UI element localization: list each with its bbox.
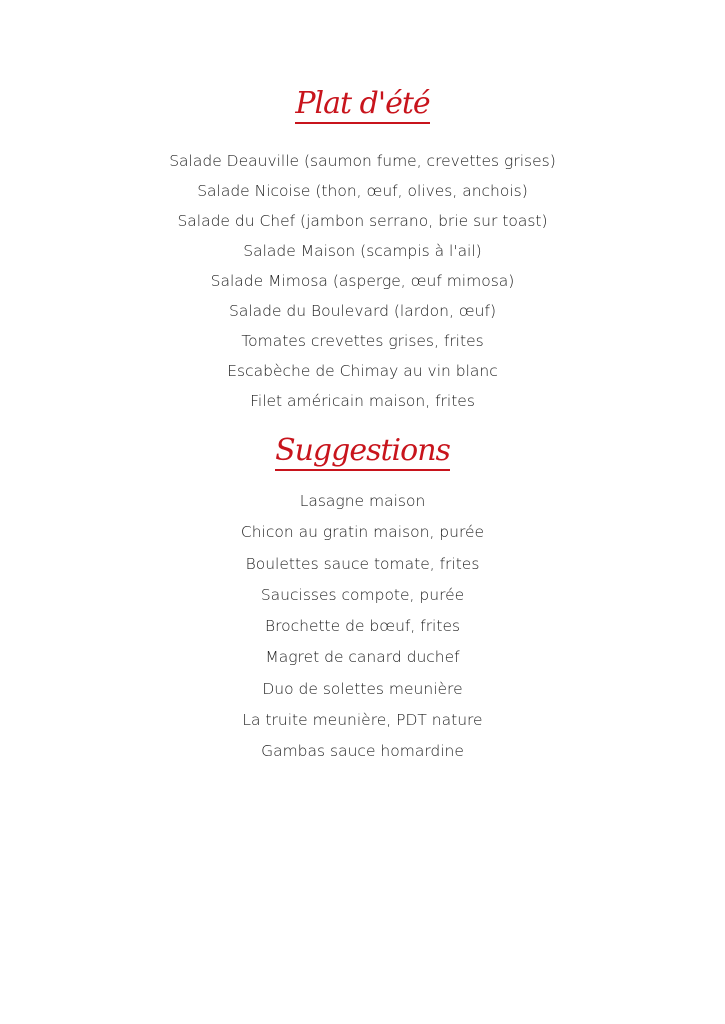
menu-item: Salade du Boulevard (lardon, œuf) <box>228 302 496 320</box>
menu-item: Escabèche de Chimay au vin blanc <box>227 362 498 380</box>
menu-item: Salade Maison (scampis à l'ail) <box>243 242 482 260</box>
menu-item: Duo de solettes meunière <box>262 679 463 698</box>
menu-item: Salade du Chef (jambon serrano, brie sur toast) <box>177 212 548 230</box>
menu-item: Brochette de bœuf, frites <box>264 617 461 636</box>
menu-item: Saucisses compote, purée <box>260 585 465 604</box>
menu-item: La truite meunière, PDT nature <box>242 711 483 730</box>
menu-item: Magret de canard duchef <box>265 648 460 667</box>
menu-item: Gambas sauce homardine <box>261 742 464 761</box>
section-title-suggestions <box>0 433 725 469</box>
menu-item: Boulettes sauce tomate, frites <box>245 554 480 573</box>
menu-item: Salade Mimosa (asperge, œuf mimosa) <box>210 272 515 290</box>
menu-item: Chicon au gratin maison, purée <box>240 523 485 542</box>
section-title-plat-ete <box>0 86 725 122</box>
menu-item: Filet américain maison, frites <box>250 392 475 410</box>
plat-ete-heading: Plat d'été <box>295 86 429 124</box>
menu-item: Lasagne maison <box>299 492 426 510</box>
menu-item: Tomates crevettes grises, frites <box>241 332 484 350</box>
suggestions-menu-list <box>0 486 725 768</box>
suggestions-heading: Suggestions <box>275 433 450 471</box>
menu-item: Salade Deauville (saumon fume, crevettes grises) <box>169 152 556 170</box>
menu-item: Salade Nicoise (thon, œuf, olives, anchois) <box>197 182 528 200</box>
plat-ete-menu-list <box>0 146 725 416</box>
